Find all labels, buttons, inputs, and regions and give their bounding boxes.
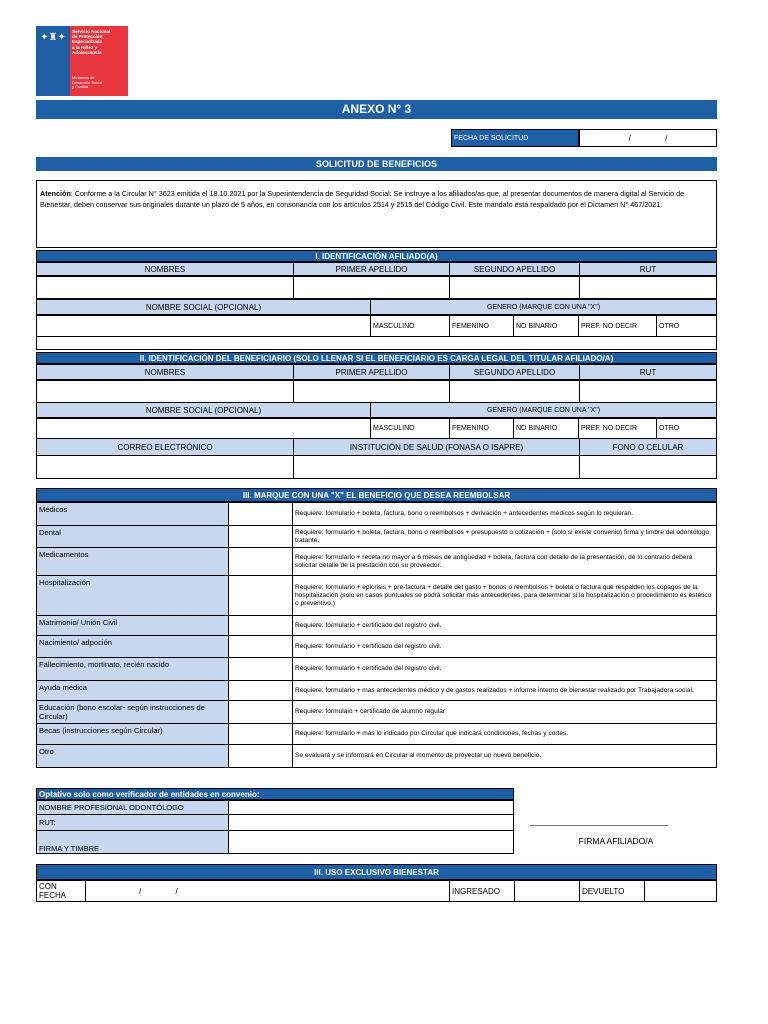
uso-title: III. USO EXCLUSIVO BIENESTAR (36, 864, 717, 880)
sec2-col-correo: CORREO ELECTRÓNICO (36, 438, 294, 456)
sec1-genero-label: GENERO (MARQUE CON UNA "X") (370, 299, 717, 315)
benefit-name: Ayuda médica (36, 680, 229, 701)
sec1-title: I. IDENTIFICACIÓN AFILIADO(A) (36, 250, 717, 262)
sec2-col-primer-apellido: PRIMER APELLIDO (293, 364, 450, 380)
sec1-option-no-binario[interactable]: NO BINARIO (513, 315, 579, 337)
logo-line: a la Niñez y (72, 44, 98, 50)
sec1-spacer (36, 336, 717, 350)
optional-row-label: FIRMA Y TIMBRE (36, 830, 229, 854)
sec2-col-segundo-apellido: SEGUNDO APELLIDO (449, 364, 580, 380)
fecha-solicitud-input[interactable]: / / (579, 129, 717, 147)
uso-ingresado-input[interactable] (514, 880, 580, 902)
sec2-col-rut: RUT (579, 364, 717, 380)
benefit-mark-box[interactable] (228, 635, 293, 658)
sec2-nombre-social-label: NOMBRE SOCIAL (OPCIONAL) (36, 402, 371, 418)
benefit-requirements: Requiere: formulario + certificado del registro civil. (292, 657, 717, 681)
sec2-col-fono: FONO O CELULAR (579, 438, 717, 456)
logo-emblem-icon: ✦♜✦ (40, 32, 66, 43)
optional-title: Optativo solo como verificador de entidades en convenio: (36, 788, 514, 800)
benefit-mark-box[interactable] (228, 657, 293, 681)
sec2-option-femenino[interactable]: FEMENINO (449, 418, 514, 439)
uso-con-fecha-label: CON FECHA (36, 880, 86, 902)
benefit-mark-box[interactable] (228, 547, 293, 576)
page-title: ANEXO N° 3 (36, 100, 717, 119)
logo-line: Servicio Nacional (72, 29, 111, 34)
sec1-col-segundo-apellido: SEGUNDO APELLIDO (449, 262, 580, 276)
benefit-name: Nacimiento/ adpoción (36, 635, 229, 658)
attention-box (36, 180, 717, 248)
section-title: SOLICITUD DE BENEFICIOS (36, 157, 717, 171)
benefit-mark-box[interactable] (228, 502, 293, 526)
sec1-nombres-input[interactable] (36, 276, 294, 299)
benefit-name: Educación (bono escolar- según instrucciones de Circular) (36, 700, 229, 724)
benefit-name: Fallecimiento, mortinato, recién nacido (36, 657, 229, 681)
firma-label: FIRMA AFILIADO/A (578, 836, 654, 846)
benefit-mark-box[interactable] (228, 615, 293, 636)
benefit-requirements: Requiere: formulario + boleta, factura, bono o reembolsos + presupuesto o cotización + (solo si existe convenio) firma y timbre del odontólogo tratante. (292, 525, 717, 548)
benefit-name: Medicamentos (36, 547, 229, 576)
benefit-requirements: Requiere: formulario + epicrisis + pre-factura + detalle del gasto + bonos o reembolsos + boleta o factura que respalden los copagos de la hospitalización (solo en casos puntuales se podrá solicitar más antecedentes, para determinar si la hospitalización o procedimiento es estético o preventivo.) (292, 575, 717, 616)
sec2-col-institucion-salud: INSTITUCIÓN DE SALUD (FONASA O ISAPRE) (293, 438, 580, 456)
logo-line: de Protección (72, 34, 103, 40)
sec2-primer-apellido-input[interactable] (293, 380, 450, 403)
sec2-nombres-input[interactable] (36, 380, 294, 403)
benefit-name: Becas (instrucciones según Circular) (36, 723, 229, 745)
benefit-requirements: Se evaluará y se informará en Circular al momento de proyectar un nuevo beneficio. (292, 744, 717, 768)
benefit-requirements: Requiere: formulario + certificado del registro civil. (292, 635, 717, 658)
sec1-col-primer-apellido: PRIMER APELLIDO (293, 262, 450, 276)
sec1-primer-apellido-input[interactable] (293, 276, 450, 299)
sec1-nombre-social-input[interactable] (36, 315, 371, 337)
sec1-col-nombres: NOMBRES (36, 262, 294, 276)
sec1-option-otro[interactable]: OTRO (656, 315, 717, 337)
optional-odontologo-input[interactable] (228, 800, 514, 815)
sec2-title: II. IDENTIFICACIÓN DEL BENEFICIARIO (SOLO LLENAR SI EL BENEFICIARIO ES CARGA LEGAL DEL TITULAR AFILIADO/A) (36, 352, 717, 364)
benefit-requirements: Requiere: formulario + mas antecedentes médico y de gastos realizados + informe interno de bienestar realizado por Trabajadora social. (292, 680, 717, 701)
sec3-title: III. MARQUE CON UNA "X" EL BENEFICIO QUE DESEA REEMBOLSAR (36, 488, 717, 502)
sec2-rut-input[interactable] (579, 380, 717, 403)
firma-line: _______________________________ (530, 817, 668, 826)
benefit-mark-box[interactable] (228, 680, 293, 701)
sec2-option-masculino[interactable]: MASCULINO (370, 418, 450, 439)
sec1-option-pref-no-decir[interactable]: PREF. NO DECIR (578, 315, 657, 337)
benefit-mark-box[interactable] (228, 700, 293, 724)
logo-line: Especializada (72, 39, 103, 45)
benefit-name: Matrimonio/ Unión Civil (36, 615, 229, 636)
benefit-mark-box[interactable] (228, 744, 293, 768)
logo-ministry-line: Desarrollo Social (72, 79, 103, 85)
uso-ingresado-label: INGRESADO (449, 880, 515, 902)
uso-devuelto-label: DEVUELTO (579, 880, 645, 902)
benefit-mark-box[interactable] (228, 525, 293, 548)
logo (36, 26, 128, 96)
sec1-option-femenino[interactable]: FEMENINO (449, 315, 514, 337)
benefit-requirements: Requiere: formulario + boleta, factura, bono o reembolsos + derivación + antecedentes médicos según lo requieran. (292, 502, 717, 526)
sec2-segundo-apellido-input[interactable] (449, 380, 580, 403)
sec1-option-masculino[interactable]: MASCULINO (370, 315, 450, 337)
benefit-name: Otro (36, 744, 229, 768)
optional-rut-input[interactable] (228, 814, 514, 831)
optional-row-label: NOMBRE PROFESIONAL ODONTÓLOGO (36, 800, 229, 815)
benefit-name: Médicos (36, 502, 229, 526)
sec2-genero-label: GENERO (MARQUE CON UNA "X") (370, 402, 717, 418)
logo-line: Adolescencia (72, 49, 102, 55)
logo-ministry-line: y Familia (72, 84, 89, 90)
attention-label: Atención (40, 189, 71, 198)
sec2-nombre-social-input[interactable] (36, 418, 371, 439)
attention-text: : Conforme a la Circular N° 3623 emitida el 18.10.2021 por la Superintendencia de Seguridad Social: Se instruye a los afiliados/as que, al presentar documentos de manera digital al Servicio de Bienestar, deben conservar sus originales durante un plazo de 5 años, en consonancia con los artículos 2514 y 2515 del Código Civil. Este mandato está respaldado por el Dictamen N° 467/2021. (40, 189, 685, 209)
sec2-option-no-binario[interactable]: NO BINARIO (513, 418, 579, 439)
logo-ministry-line: Ministerio de (72, 75, 95, 80)
benefit-requirements: Requiere: formulaio + certificado de alumno regular (292, 700, 717, 724)
sec1-nombre-social-label: NOMBRE SOCIAL (OPCIONAL) (36, 299, 371, 315)
benefit-mark-box[interactable] (228, 723, 293, 745)
uso-devuelto-input[interactable] (644, 880, 717, 902)
benefit-requirements: Requiere: formulario + más lo indicado por Circular que indicará condiciones, fechas y cortes. (292, 723, 717, 745)
benefit-mark-box[interactable] (228, 575, 293, 616)
sec2-col-nombres: NOMBRES (36, 364, 294, 380)
sec1-rut-input[interactable] (579, 276, 717, 299)
sec2-correo-input[interactable] (36, 455, 294, 479)
benefit-requirements: Requiere: formulario + receta no mayor a 6 meses de antigüedad + boleta, factura con detalle de la presentación, de lo contrario deberá solicitar detalle de la prestación con su proveedor. (292, 547, 717, 576)
sec2-institucion-salud-input[interactable] (293, 455, 580, 479)
sec2-option-otro[interactable]: OTRO (656, 418, 717, 439)
sec2-option-pref-no-decir[interactable]: PREF. NO DECIR (578, 418, 657, 439)
optional-firma-input[interactable] (228, 830, 514, 854)
benefit-name: Hospitalización (36, 575, 229, 616)
benefit-requirements: Requiere: formulario + certificado del registro civil. (292, 615, 717, 636)
sec1-segundo-apellido-input[interactable] (449, 276, 580, 299)
sec1-col-rut: RUT (579, 262, 717, 276)
optional-row-label: RUT: (36, 814, 229, 831)
fecha-solicitud-label: FECHA DE SOLICITUD (451, 129, 579, 147)
benefit-name: Dental (36, 525, 229, 548)
sec2-fono-input[interactable] (579, 455, 717, 479)
uso-con-fecha-input[interactable]: / / (85, 880, 450, 902)
